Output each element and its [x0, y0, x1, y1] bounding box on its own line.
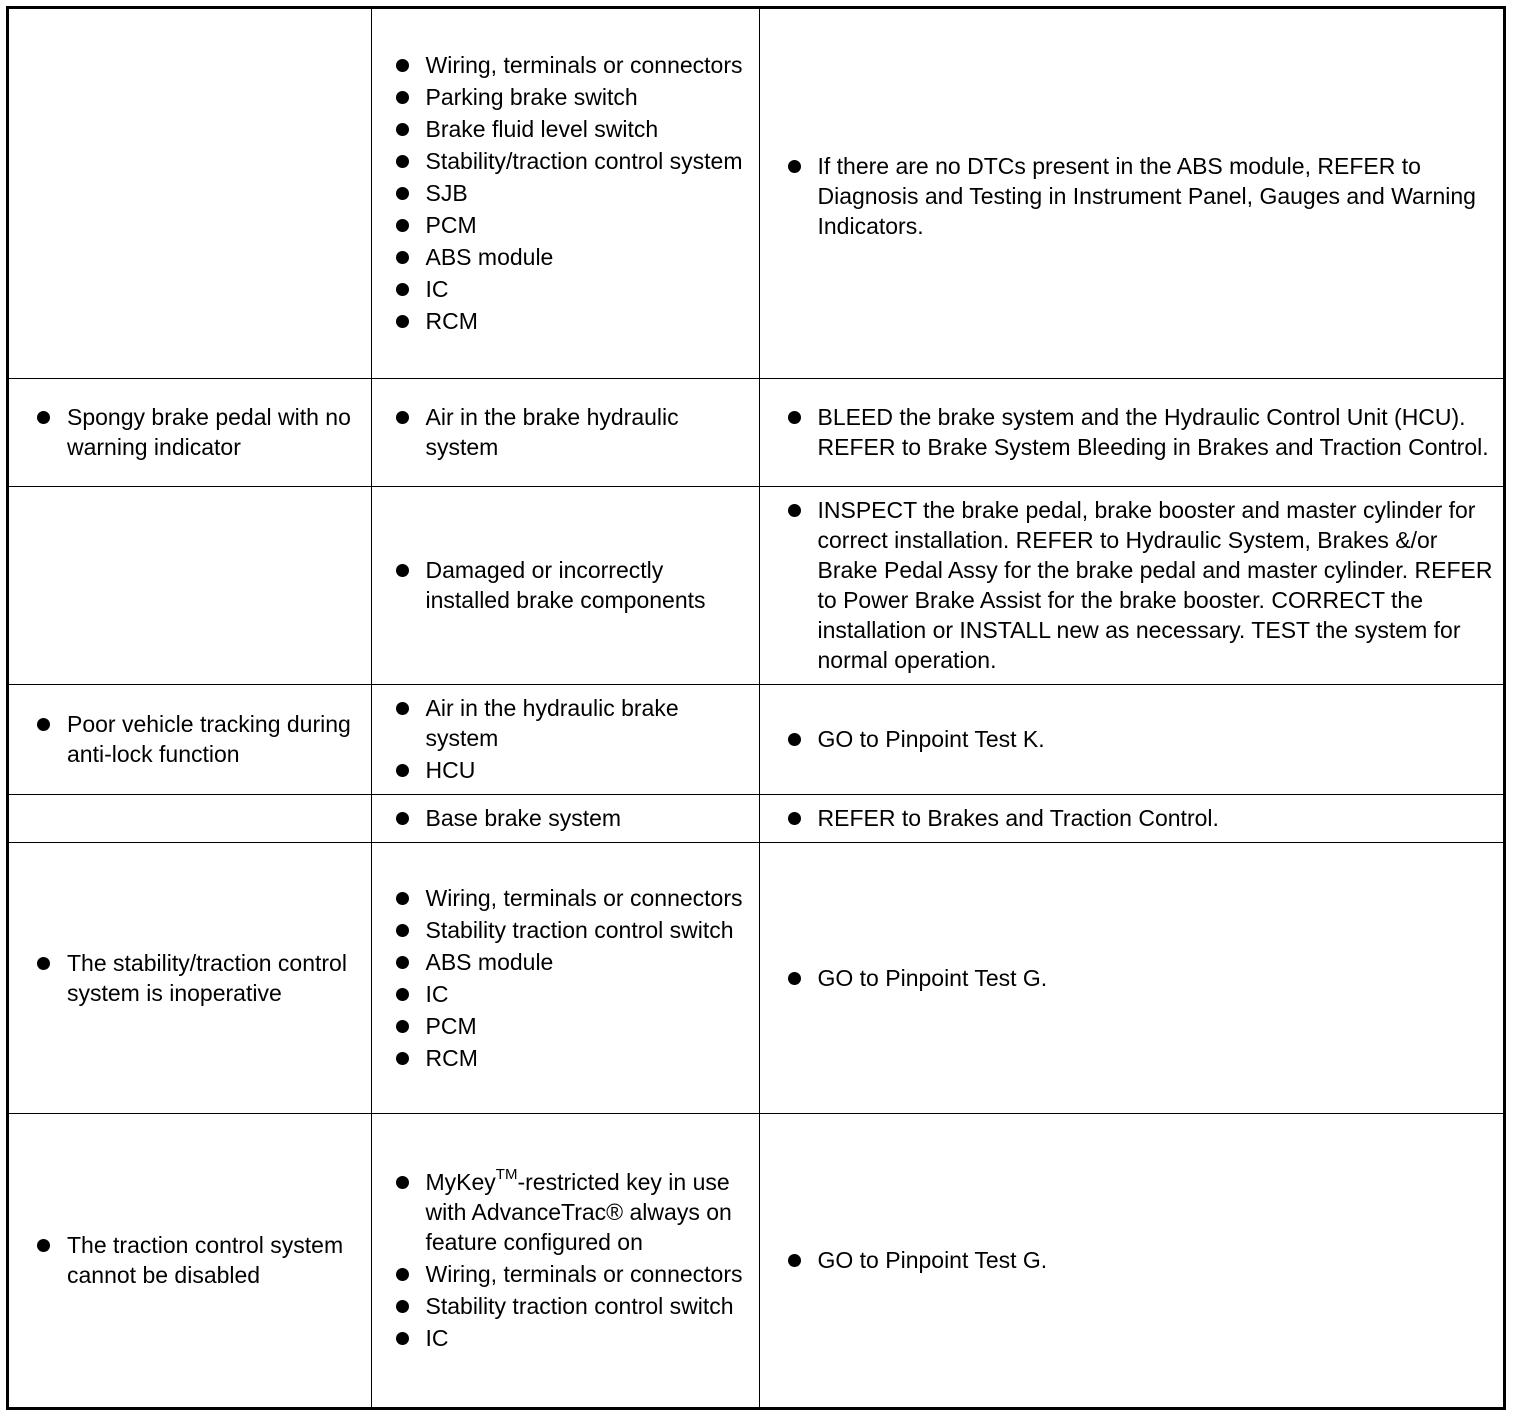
possible-sources-cell — [371, 1113, 759, 1407]
action-text: REFER to Brakes and Traction Control. — [782, 803, 1498, 833]
list-item: SJB — [390, 178, 753, 208]
condition-cell — [9, 842, 371, 1113]
possible-sources-cell — [371, 378, 759, 486]
list-item: Stability traction control switch — [390, 1291, 753, 1321]
action-text: GO to Pinpoint Test K. — [782, 724, 1498, 754]
table-row — [9, 9, 1503, 378]
possible-sources-cell — [371, 684, 759, 794]
action-text: GO to Pinpoint Test G. — [782, 1245, 1498, 1275]
action-cell — [759, 9, 1503, 378]
condition-text: The traction control system cannot be disabled — [31, 1230, 365, 1290]
list-item: Damaged or incorrectly installed brake components — [390, 555, 753, 615]
mykey-text: MyKey — [425, 1169, 496, 1196]
list-item: ABS module — [390, 947, 753, 977]
list-item: ABS module — [390, 242, 753, 272]
action-text: If there are no DTCs present in the ABS module, REFER to Diagnosis and Testing in Instrument Panel, Gauges and Warning Indicators. — [782, 151, 1498, 241]
table-row — [9, 1113, 1503, 1407]
action-text: INSPECT the brake pedal, brake booster and master cylinder for correct installation. REFER to Hydraulic System, Brakes &/or Brake Pedal Assy for the brake pedal and master cylinder. REFER to Power Brake Assist for the brake booster. CORRECT the installation or INSTALL new as necessary. TEST the system for normal operation. — [782, 495, 1500, 675]
condition-text: Poor vehicle tracking during anti-lock function — [31, 709, 365, 769]
list-item — [390, 1167, 753, 1257]
condition-cell — [9, 794, 371, 842]
table-row — [9, 378, 1503, 486]
mykey-text-rest: -restricted key in use with AdvanceTrac® always on feature configured on — [425, 1169, 732, 1256]
possible-sources-cell — [371, 794, 759, 842]
action-cell — [759, 378, 1503, 486]
list-item: IC — [390, 979, 753, 1009]
trademark-mark: TM — [495, 1165, 518, 1183]
list-item: IC — [390, 274, 753, 304]
list-item: Stability traction control switch — [390, 915, 753, 945]
action-cell — [759, 794, 1503, 842]
action-cell — [759, 684, 1503, 794]
list-item: Wiring, terminals or connectors — [390, 883, 753, 913]
condition-cell — [9, 378, 371, 486]
list-item: PCM — [390, 210, 753, 240]
symptom-chart-page — [6, 6, 1506, 1410]
list-item: Stability/traction control system — [390, 146, 753, 176]
condition-cell — [9, 1113, 371, 1407]
list-item: RCM — [390, 306, 753, 336]
list-item: RCM — [390, 1043, 753, 1073]
action-cell — [759, 1113, 1503, 1407]
condition-text: The stability/traction control system is inoperative — [31, 948, 365, 1008]
table-row — [9, 486, 1503, 684]
list-item: Wiring, terminals or connectors — [390, 50, 753, 80]
action-text: BLEED the brake system and the Hydraulic Control Unit (HCU). REFER to Brake System Bleeding in Brakes and Traction Control. — [782, 402, 1498, 462]
action-text: GO to Pinpoint Test G. — [782, 963, 1498, 993]
list-item: Wiring, terminals or connectors — [390, 1259, 753, 1289]
list-item: Parking brake switch — [390, 82, 753, 112]
list-item: HCU — [390, 755, 753, 785]
condition-cell — [9, 684, 371, 794]
list-item: PCM — [390, 1011, 753, 1041]
condition-cell — [9, 9, 371, 378]
symptom-chart-table — [9, 9, 1503, 1407]
list-item: Air in the hydraulic brake system — [390, 693, 753, 753]
possible-sources-cell — [371, 9, 759, 378]
possible-sources-cell — [371, 842, 759, 1113]
table-row — [9, 684, 1503, 794]
possible-sources-cell — [371, 486, 759, 684]
condition-cell — [9, 486, 371, 684]
table-row — [9, 794, 1503, 842]
list-item: Brake fluid level switch — [390, 114, 753, 144]
action-cell — [759, 486, 1503, 684]
table-row — [9, 842, 1503, 1113]
action-cell — [759, 842, 1503, 1113]
condition-text: Spongy brake pedal with no warning indicator — [31, 402, 365, 462]
list-item: IC — [390, 1323, 753, 1353]
list-item: Air in the brake hydraulic system — [390, 402, 753, 462]
list-item: Base brake system — [390, 803, 753, 833]
